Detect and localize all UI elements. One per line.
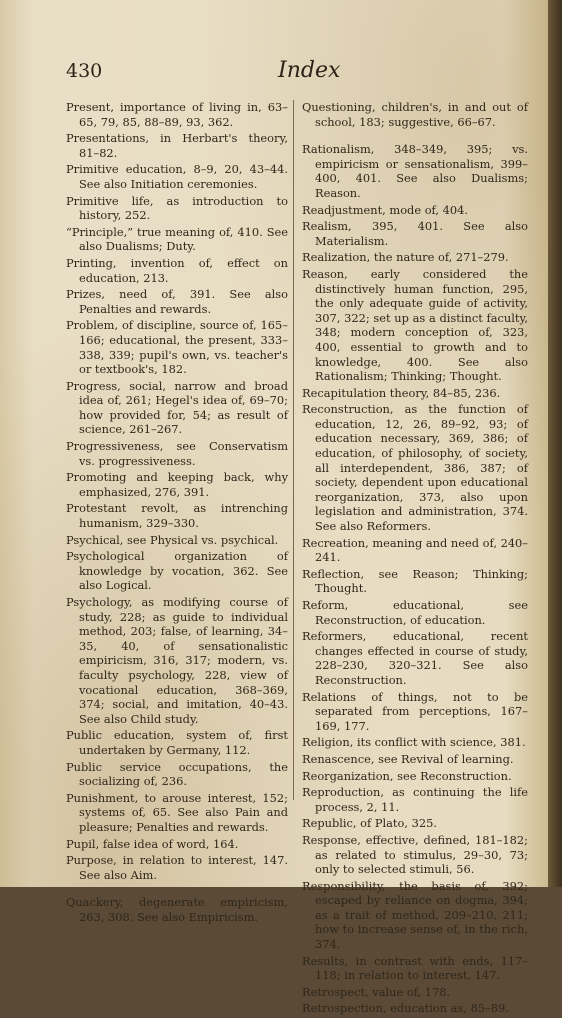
index-entry: Reproduction, as continuing the life process, 2, 11. — [302, 785, 528, 814]
index-entry: Progressiveness, see Conservatism vs. progressiveness. — [66, 439, 288, 468]
index-entry: Results, in contrast with ends, 117–118; in relation to interest, 147. — [302, 953, 528, 983]
index-entry: Questioning, children's, in and out of school, 183; suggestive, 66–67. — [302, 100, 528, 129]
index-entry: Protestant revolt, as intrenching humanism, 329–330. — [66, 501, 288, 531]
index-entry: Reformers, educational, recent changes effected in course of study, 228–230, 320–321. See also Reconstruction. — [302, 629, 528, 687]
index-entry: Republic, of Plato, 325. — [302, 816, 437, 831]
index-column-left — [66, 100, 288, 926]
index-column-right — [302, 100, 528, 1018]
index-entry: Religion, its conflict with science, 381. — [302, 735, 526, 750]
index-entry: “Principle,” true meaning of, 410. See also Dualisms; Duty. — [66, 224, 288, 254]
index-entry: Recapitulation theory, 84–85, 236. — [302, 385, 501, 400]
index-entry: Primitive life, as introduction to history, 252. — [66, 193, 288, 223]
index-entry: Reflection, see Reason; Thinking; Thought. — [302, 566, 528, 596]
index-entry: Public education, system of, first undertaken by Germany, 112. — [66, 728, 288, 757]
index-entry: Readjustment, mode of, 404. — [302, 202, 468, 217]
index-entry: Purpose, in relation to interest, 147. See also Aim. — [66, 853, 288, 882]
book-edge — [548, 0, 562, 887]
index-entry: Printing, invention of, effect on education, 213. — [66, 255, 288, 285]
index-entry: Reconstruction, as the function of education, 12, 26, 89–92, 93; of education necessary, 369, 386; of education, of philosophy, of society, all interdependent, 386, 387; of society, dependent upon educational reorganization, 373, also upon legislation and administration, 374. See also Reformers. — [302, 402, 528, 534]
index-entry: Reason, early considered the distinctively human function, 295, the only adequate guide of activity, 307, 322; set up as a distinct faculty, 348; modern conception of, 323, 400, essential to growth and to knowledge, 400. See also Rationalism; Thinking; Thought. — [302, 266, 528, 384]
column-divider — [293, 100, 294, 800]
index-entry: Recreation, meaning and need of, 240–241. — [302, 535, 529, 565]
index-entry: Presentations, in Herbart's theory, 81–82. — [66, 131, 288, 160]
index-entry: Relations of things, not to be separated from perceptions, 167–169, 177. — [302, 689, 528, 733]
index-entry: Psychical, see Physical vs. psychical. — [66, 532, 279, 547]
index-entry: Promoting and keeping back, why emphasized, 276, 391. — [66, 470, 288, 499]
index-entry: Primitive education, 8–9, 20, 43–44. See also Initiation ceremonies. — [66, 162, 288, 191]
index-entry: Realization, the nature of, 271–279. — [302, 250, 509, 265]
index-entry: Responsibility, the basis of, 392; escaped by reliance on dogma, 394; as a trait of method, 209–210, 211; how to increase sense of, in the rich, 374. — [302, 878, 528, 952]
page-title: Index — [278, 58, 341, 83]
index-entry: Quackery, degenerate empiricism, 263, 308. See also Empiricism. — [66, 895, 288, 924]
index-entry: Retrospection, education as, 85–89. — [302, 1001, 509, 1016]
index-entry: Response, effective, defined, 181–182; as related to stimulus, 29–30, 73; only to selected stimuli, 56. — [302, 832, 528, 877]
index-entry: Pupil, false idea of word, 164. — [66, 836, 239, 851]
index-entry: Public service occupations, the socializing of, 236. — [66, 759, 288, 789]
index-entry: Punishment, to arouse interest, 152; systems of, 65. See also Pain and pleasure; Penalties and rewards. — [66, 790, 288, 834]
index-entry: Psychology, as modifying course of study, 228; as guide to individual method, 203; false, of learning, 34–35, 40, of sensationalistic empiricism, 316, 317; modern, vs. faculty psychology, 228, view of vocational education, 368–369, 374; social, and imitation, 40–43. See also Child study. — [66, 595, 288, 726]
index-entry: Reform, educational, see Reconstruction, of education. — [302, 598, 528, 627]
index-entry: Problem, of discipline, source of, 165–166; educational, the present, 333–338, 339; pupil's own, vs. teacher's or textbook's, 182. — [66, 318, 288, 377]
index-entry: Retrospect, value of, 178. — [302, 984, 451, 999]
index-entry: Psychological organization of knowledge by vocation, 362. See also Logical. — [66, 549, 288, 593]
index-entry: Reorganization, see Reconstruction. — [302, 768, 512, 783]
page-number: 430 — [66, 60, 103, 82]
index-entry: Realism, 395, 401. See also Materialism. — [302, 219, 528, 248]
index-entry: Progress, social, narrow and broad idea of, 261; Hegel's idea of, 69–70; how provided for, 54; as result of science, 261–267. — [66, 378, 288, 437]
index-entry: Rationalism, 348–349, 395; vs. empiricism or sensationalism, 399–400, 401. See also Dualisms; Reason. — [302, 142, 528, 200]
index-entry: Present, importance of living in, 63–65, 79, 85, 88–89, 93, 362. — [66, 100, 288, 129]
index-entry: Renascence, see Revival of learning. — [302, 751, 514, 766]
index-entry: Prizes, need of, 391. See also Penalties and rewards. — [66, 287, 288, 316]
